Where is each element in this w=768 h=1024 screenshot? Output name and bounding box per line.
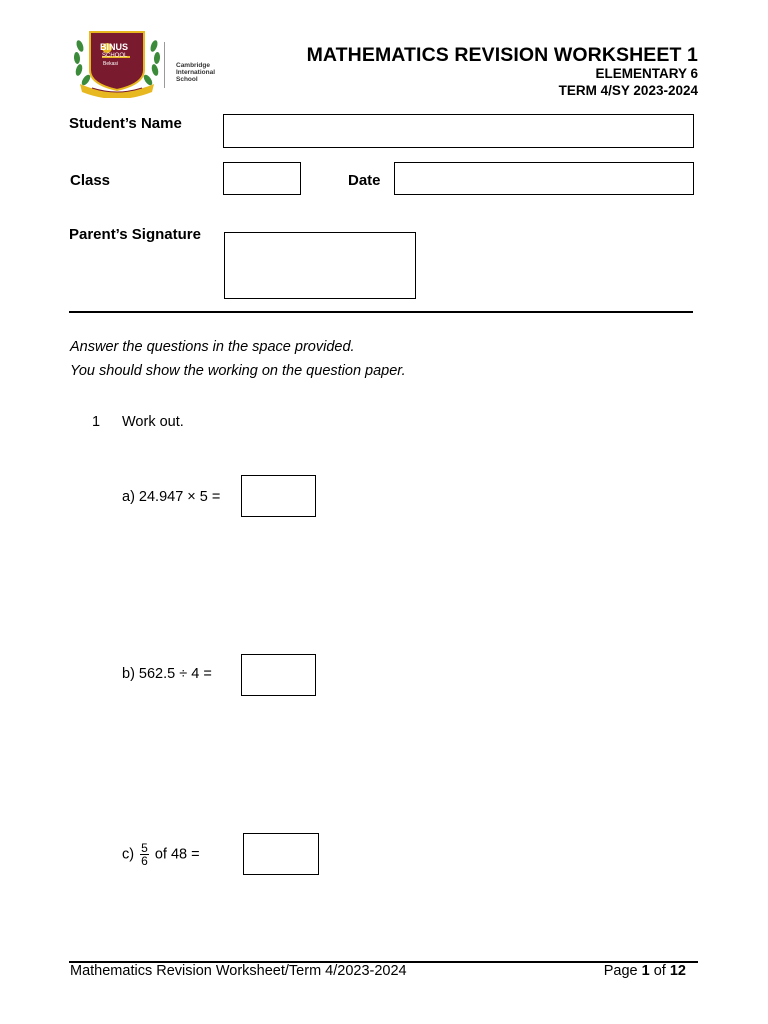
- fraction-numerator: 5: [141, 841, 148, 855]
- page-prefix: Page: [603, 963, 638, 979]
- logo-divider: [164, 42, 165, 88]
- question-prompt: Work out.: [122, 414, 184, 430]
- student-name-label: Student’s Name: [69, 115, 182, 132]
- header-divider: [69, 311, 693, 313]
- page-total: 12: [669, 963, 686, 979]
- cambridge-line1: Cambridge: [176, 62, 210, 69]
- class-label: Class: [70, 172, 111, 189]
- logo-school-word: SCHOOL: [102, 53, 128, 59]
- parent-signature-field[interactable]: [224, 232, 416, 299]
- question-number: 1: [92, 414, 101, 430]
- footer-title: Mathematics Revision Worksheet/Term 4/2023-2024: [70, 963, 407, 979]
- question-1c-prefix: c): [122, 846, 135, 863]
- parent-signature-label: Parent’s Signature: [69, 226, 201, 243]
- question-1b: b) 562.5 ÷ 4 =: [122, 666, 212, 682]
- student-name-field[interactable]: [223, 114, 694, 148]
- answer-box-1b[interactable]: [241, 654, 316, 696]
- logo-campus: Bekasi: [103, 61, 119, 67]
- date-field[interactable]: [394, 162, 694, 195]
- answer-box-1a[interactable]: [241, 475, 316, 517]
- fraction-denominator: 6: [141, 854, 148, 868]
- date-label: Date: [348, 172, 381, 189]
- instruction-line-2: You should show the working on the question paper.: [70, 363, 406, 379]
- instruction-line-1: Answer the questions in the space provided.: [70, 339, 355, 355]
- question-1c: [122, 842, 200, 867]
- cambridge-label: [176, 62, 215, 83]
- page-number: [604, 963, 686, 979]
- answer-box-1c[interactable]: [243, 833, 319, 875]
- page-current: 1: [641, 963, 650, 979]
- question-1c-suffix: of 48 =: [154, 846, 200, 863]
- fraction: [140, 842, 149, 867]
- term-label: TERM 4/SY 2023-2024: [558, 83, 698, 98]
- cambridge-line2: International: [176, 69, 216, 76]
- cambridge-line3: School: [176, 76, 198, 83]
- logo-school-name: BINUS: [100, 42, 129, 52]
- page-of: of: [653, 963, 666, 979]
- grade-level: ELEMENTARY 6: [595, 66, 698, 81]
- worksheet-title: MATHEMATICS REVISION WORKSHEET 1: [306, 44, 698, 66]
- class-field[interactable]: [223, 162, 301, 195]
- question-1a: a) 24.947 × 5 =: [122, 489, 221, 505]
